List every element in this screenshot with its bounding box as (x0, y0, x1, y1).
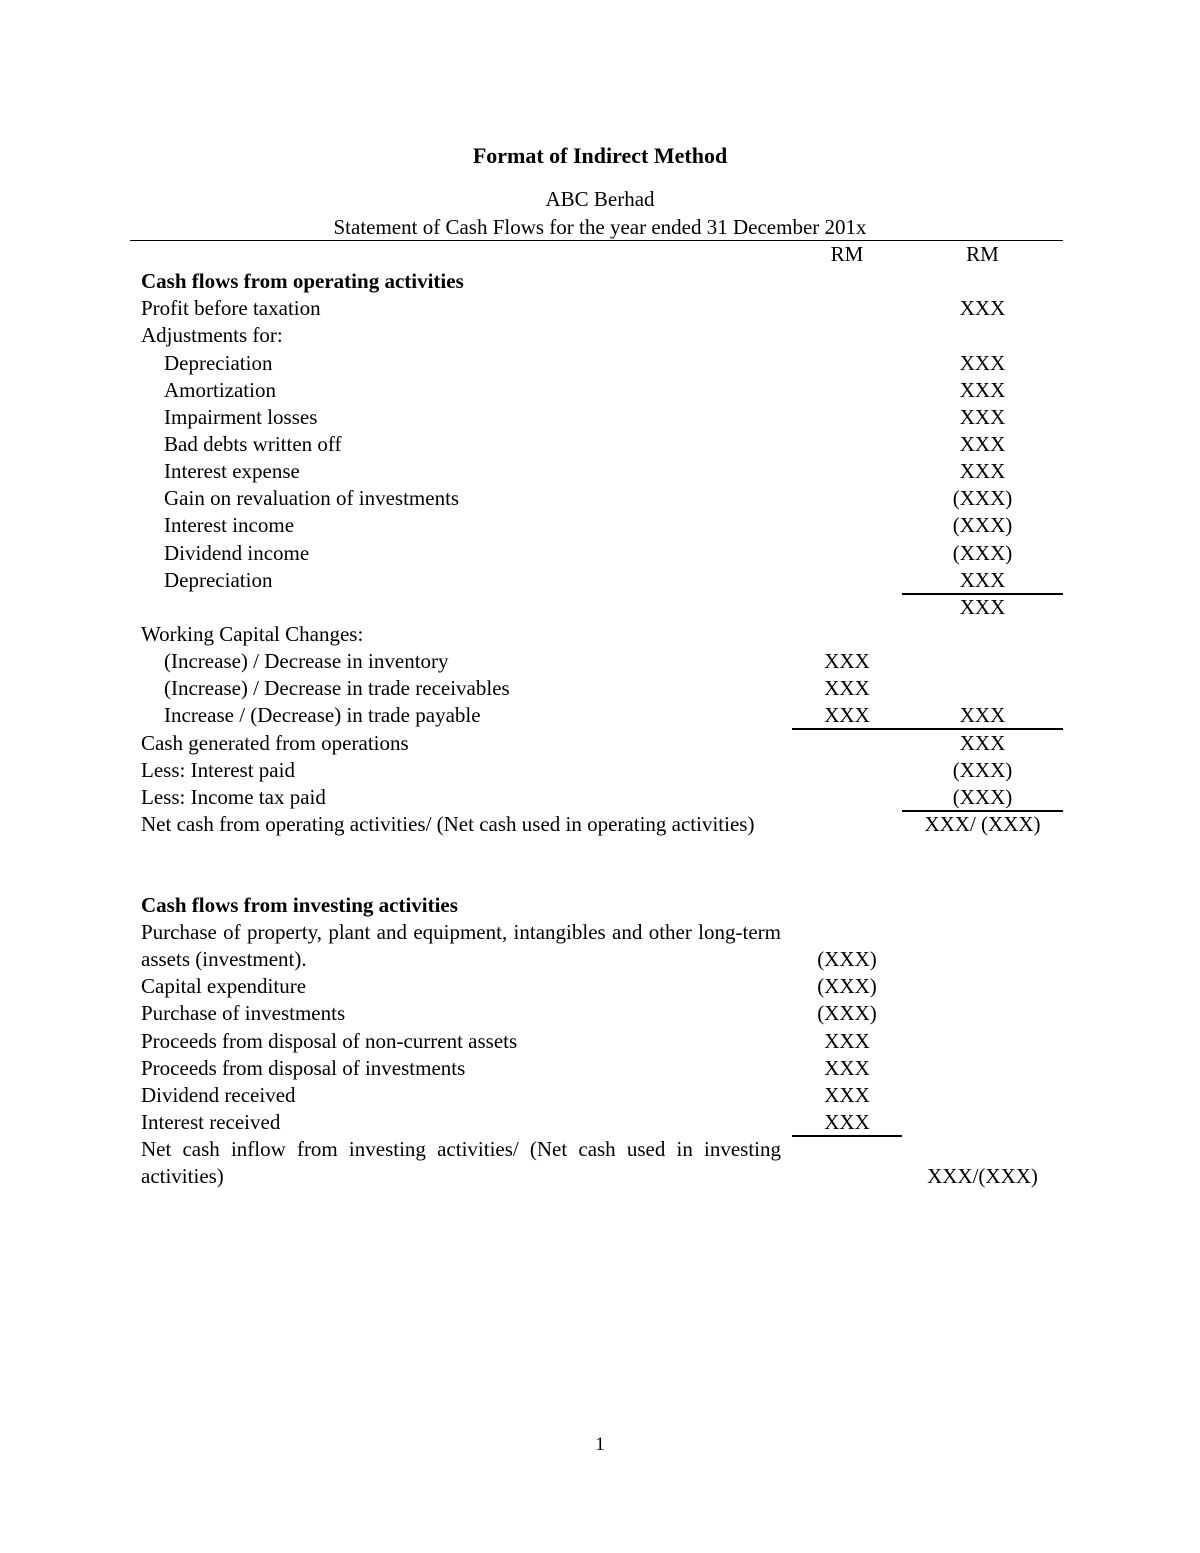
currency-header-row (0, 241, 1200, 268)
row-value: (XXX) (817, 947, 877, 972)
row-label: Purchase of investments (141, 1001, 346, 1026)
row-value: XXX (824, 1082, 870, 1107)
net-operating-row (0, 811, 1200, 865)
statement-row (0, 1082, 1200, 1109)
row-label: Profit before taxation (141, 296, 321, 321)
row-label: Gain on revaluation of investments (164, 486, 460, 511)
adjustment-row (0, 350, 1200, 377)
statement-row (0, 1055, 1200, 1082)
statement-row (0, 1000, 1200, 1027)
adjustment-row (0, 404, 1200, 431)
row-value: XXX (959, 377, 1006, 402)
row-label: Interest expense (164, 459, 300, 484)
row-value: XXX (824, 1109, 870, 1134)
operating-heading: Cash flows from operating activities (141, 269, 464, 294)
row-value: (XXX) (952, 757, 1013, 782)
row-value: XXX (959, 567, 1006, 592)
row-label: Less: Income tax paid (141, 784, 326, 809)
adjustment-row (0, 377, 1200, 404)
row-label: Capital expenditure (141, 974, 307, 999)
row-value: (XXX) (817, 1001, 877, 1026)
operating-heading-row (0, 268, 1200, 295)
row-label: Increase / (Decrease) in trade payable (164, 703, 481, 728)
cash-flow-statement (0, 241, 1200, 1190)
statement-title: Statement of Cash Flows for the year ended 31 December 201x (333, 215, 867, 239)
investing-heading: Cash flows from investing activities (141, 893, 458, 918)
row-label: Proceeds from disposal of non-current assets (141, 1028, 518, 1053)
row-label: Purchase of property, plant and equipment, intangibles and other long-term assets (investment). (141, 920, 781, 972)
row-value: (XXX) (952, 486, 1013, 511)
wc-row (0, 648, 1200, 675)
wc-row (0, 675, 1200, 702)
row-label: Interest income (164, 513, 295, 538)
row-label: (Increase) / Decrease in trade receivables (164, 676, 510, 701)
row-value: (XXX) (952, 540, 1013, 565)
row-label: Dividend received (141, 1082, 296, 1107)
adjustments-heading: Adjustments for: (141, 323, 283, 348)
row-label: Dividend income (164, 540, 310, 565)
row-value: XXX (959, 594, 1006, 619)
row-label: Depreciation (164, 567, 273, 592)
adjustments-heading-row (0, 322, 1200, 349)
row-label: Less: Interest paid (141, 757, 295, 782)
col2-header: RM (966, 242, 999, 266)
statement-row (0, 784, 1200, 811)
statement-row (0, 295, 1200, 322)
wc-heading-row (0, 621, 1200, 648)
row-value: (XXX) (952, 513, 1013, 538)
row-label: Net cash from operating activities/ (Net cash used in operating activities) (141, 811, 755, 836)
wc-row (0, 702, 1200, 729)
page-number: 1 (595, 1434, 605, 1455)
row-value: XXX (824, 676, 870, 701)
investing-heading-row (0, 892, 1200, 919)
row-value: XXX (959, 404, 1006, 429)
row-value: XXX (824, 1028, 870, 1053)
row-value: (XXX) (817, 974, 877, 999)
statement-row (0, 1028, 1200, 1055)
row-value: XXX (959, 730, 1006, 755)
col1-header: RM (830, 242, 864, 266)
adjustment-row (0, 458, 1200, 485)
wc-total: XXX (959, 703, 1006, 728)
adjusted-subtotal-row (0, 594, 1200, 621)
row-label: Depreciation (164, 350, 273, 375)
row-value: XXX (959, 431, 1006, 456)
net-investing-row (0, 1136, 1200, 1190)
statement-row (0, 973, 1200, 1000)
row-label: Amortization (164, 377, 276, 402)
adjustment-row (0, 485, 1200, 512)
row-label: Cash generated from operations (141, 730, 409, 755)
row-value: XXX (824, 1055, 870, 1080)
wc-heading: Working Capital Changes: (141, 621, 364, 646)
statement-row (0, 730, 1200, 757)
row-value: XXX (959, 296, 1006, 321)
row-label: Interest received (141, 1109, 281, 1134)
row-label: Net cash inflow from investing activities/ (Net cash used in investing activities) (141, 1137, 781, 1189)
row-value: XXX (824, 649, 870, 674)
adjustment-row (0, 431, 1200, 458)
row-label: Proceeds from disposal of investments (141, 1055, 466, 1080)
row-value: XXX (959, 459, 1006, 484)
row-value: (XXX) (952, 784, 1013, 809)
section-spacer (0, 865, 1200, 892)
row-value: XXX (824, 703, 870, 728)
adjustment-row (0, 540, 1200, 567)
row-label: (Increase) / Decrease in inventory (164, 649, 449, 674)
statement-row (0, 757, 1200, 784)
adjustment-row (0, 567, 1200, 594)
row-value: XXX (959, 350, 1006, 375)
company-name: ABC Berhad (545, 187, 655, 211)
document-title: Format of Indirect Method (472, 143, 728, 168)
adjustment-row (0, 512, 1200, 539)
statement-row (0, 1109, 1200, 1136)
row-value: XXX/ (XXX) (924, 811, 1041, 836)
row-label: Bad debts written off (164, 431, 342, 456)
row-label: Impairment losses (164, 404, 318, 429)
row-value: XXX/(XXX) (927, 1164, 1038, 1189)
statement-row (0, 919, 1200, 973)
